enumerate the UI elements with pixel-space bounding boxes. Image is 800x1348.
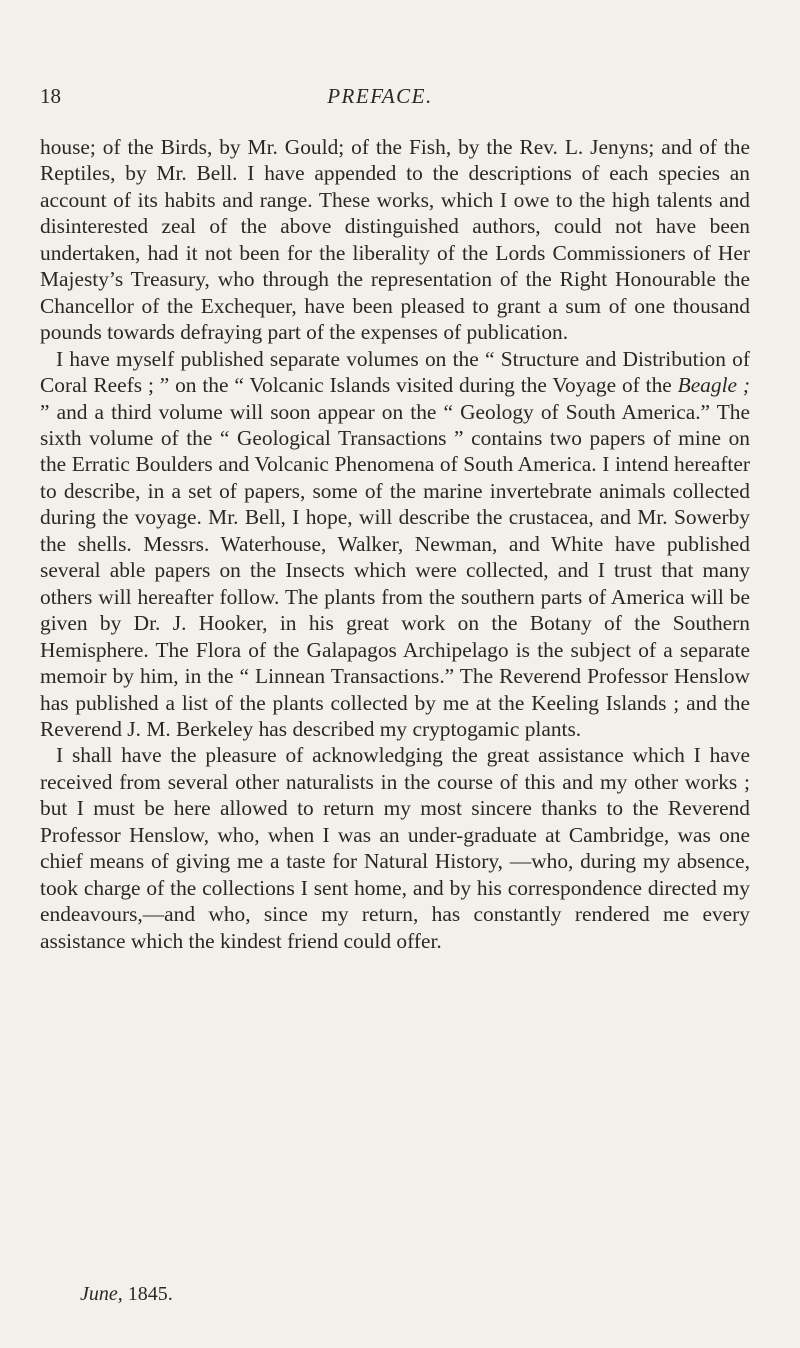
date-year: 1845. bbox=[122, 1283, 173, 1305]
paragraph-2-part-1: I have myself published separate volumes on the “ Structure and Distribution of Coral Reefs ; ” on the “ Volcanic Islands visited during the Voyage of the bbox=[40, 346, 750, 398]
body-text bbox=[40, 134, 750, 954]
paragraph-2-part-2: ” and a third volume will soon appear on the “ Geology of South America.” The sixth volume of the “ Geological Transactions ” contains two papers of mine on the Erratic Boulders and Volcanic Phenomena of South America. I intend hereafter to describe, in a set of papers, some of the marine invertebrate animals collected during the voyage. Mr. Bell, I hope, will describe the crustacea, and Mr. Sowerby the shells. Messrs. Waterhouse, Walker, Newman, and White have published several able papers on the Insects which were collected, and I trust that many others will hereafter follow. The plants from the southern parts of America will be given by Dr. J. Hooker, in his great work on the Botany of the Southern Hemisphere. The Flora of the Galapagos Archipelago is the subject of a separate memoir by him, in the “ Linnean Transactions.” The Reverend Professor Henslow has published a list of the plants collected by me at the Keeling Islands ; and the Reverend J. M. Berkeley has described my cryptogamic plants. bbox=[40, 399, 750, 741]
running-head: PREFACE. bbox=[327, 84, 433, 108]
paragraph-1: house; of the Birds, by Mr. Gould; of the Fish, by the Rev. L. Jenyns; and of the Reptiles, by Mr. Bell. I have appended to the descriptions of each species an account of its habits and range. These works, which I owe to the high talents and disinterested zeal of the above distinguished authors, could not have been undertaken, had it not been for the liberality of the Lords Commissioners of Her Majesty’s Treasury, who through the representation of the Right Honourable the Chancellor of the Exchequer, have been pleased to grant a sum of one thousand pounds towards defraying part of the expenses of publication. bbox=[40, 135, 750, 345]
paragraph-2 bbox=[40, 346, 750, 743]
page-number: 18 bbox=[40, 84, 61, 108]
paragraph-3: I shall have the pleasure of acknowledging the great assistance which I have received from several other naturalists in the course of this and my other works ; but I must be here allowed to return my most sincere thanks to the Reverend Professor Henslow, who, when I was an under-graduate at Cambridge, was one chief means of giving me a taste for Natural History, —who, during my absence, took charge of the collections I sent home, and by his correspondence directed my endeavours,—and who, since my return, has constantly rendered me every assistance which the kindest friend could offer. bbox=[40, 743, 750, 953]
date-month: June, bbox=[80, 1283, 123, 1305]
signature-date bbox=[80, 1283, 173, 1306]
ship-name-italic: Beagle ; bbox=[677, 373, 750, 398]
page-header bbox=[40, 84, 720, 114]
